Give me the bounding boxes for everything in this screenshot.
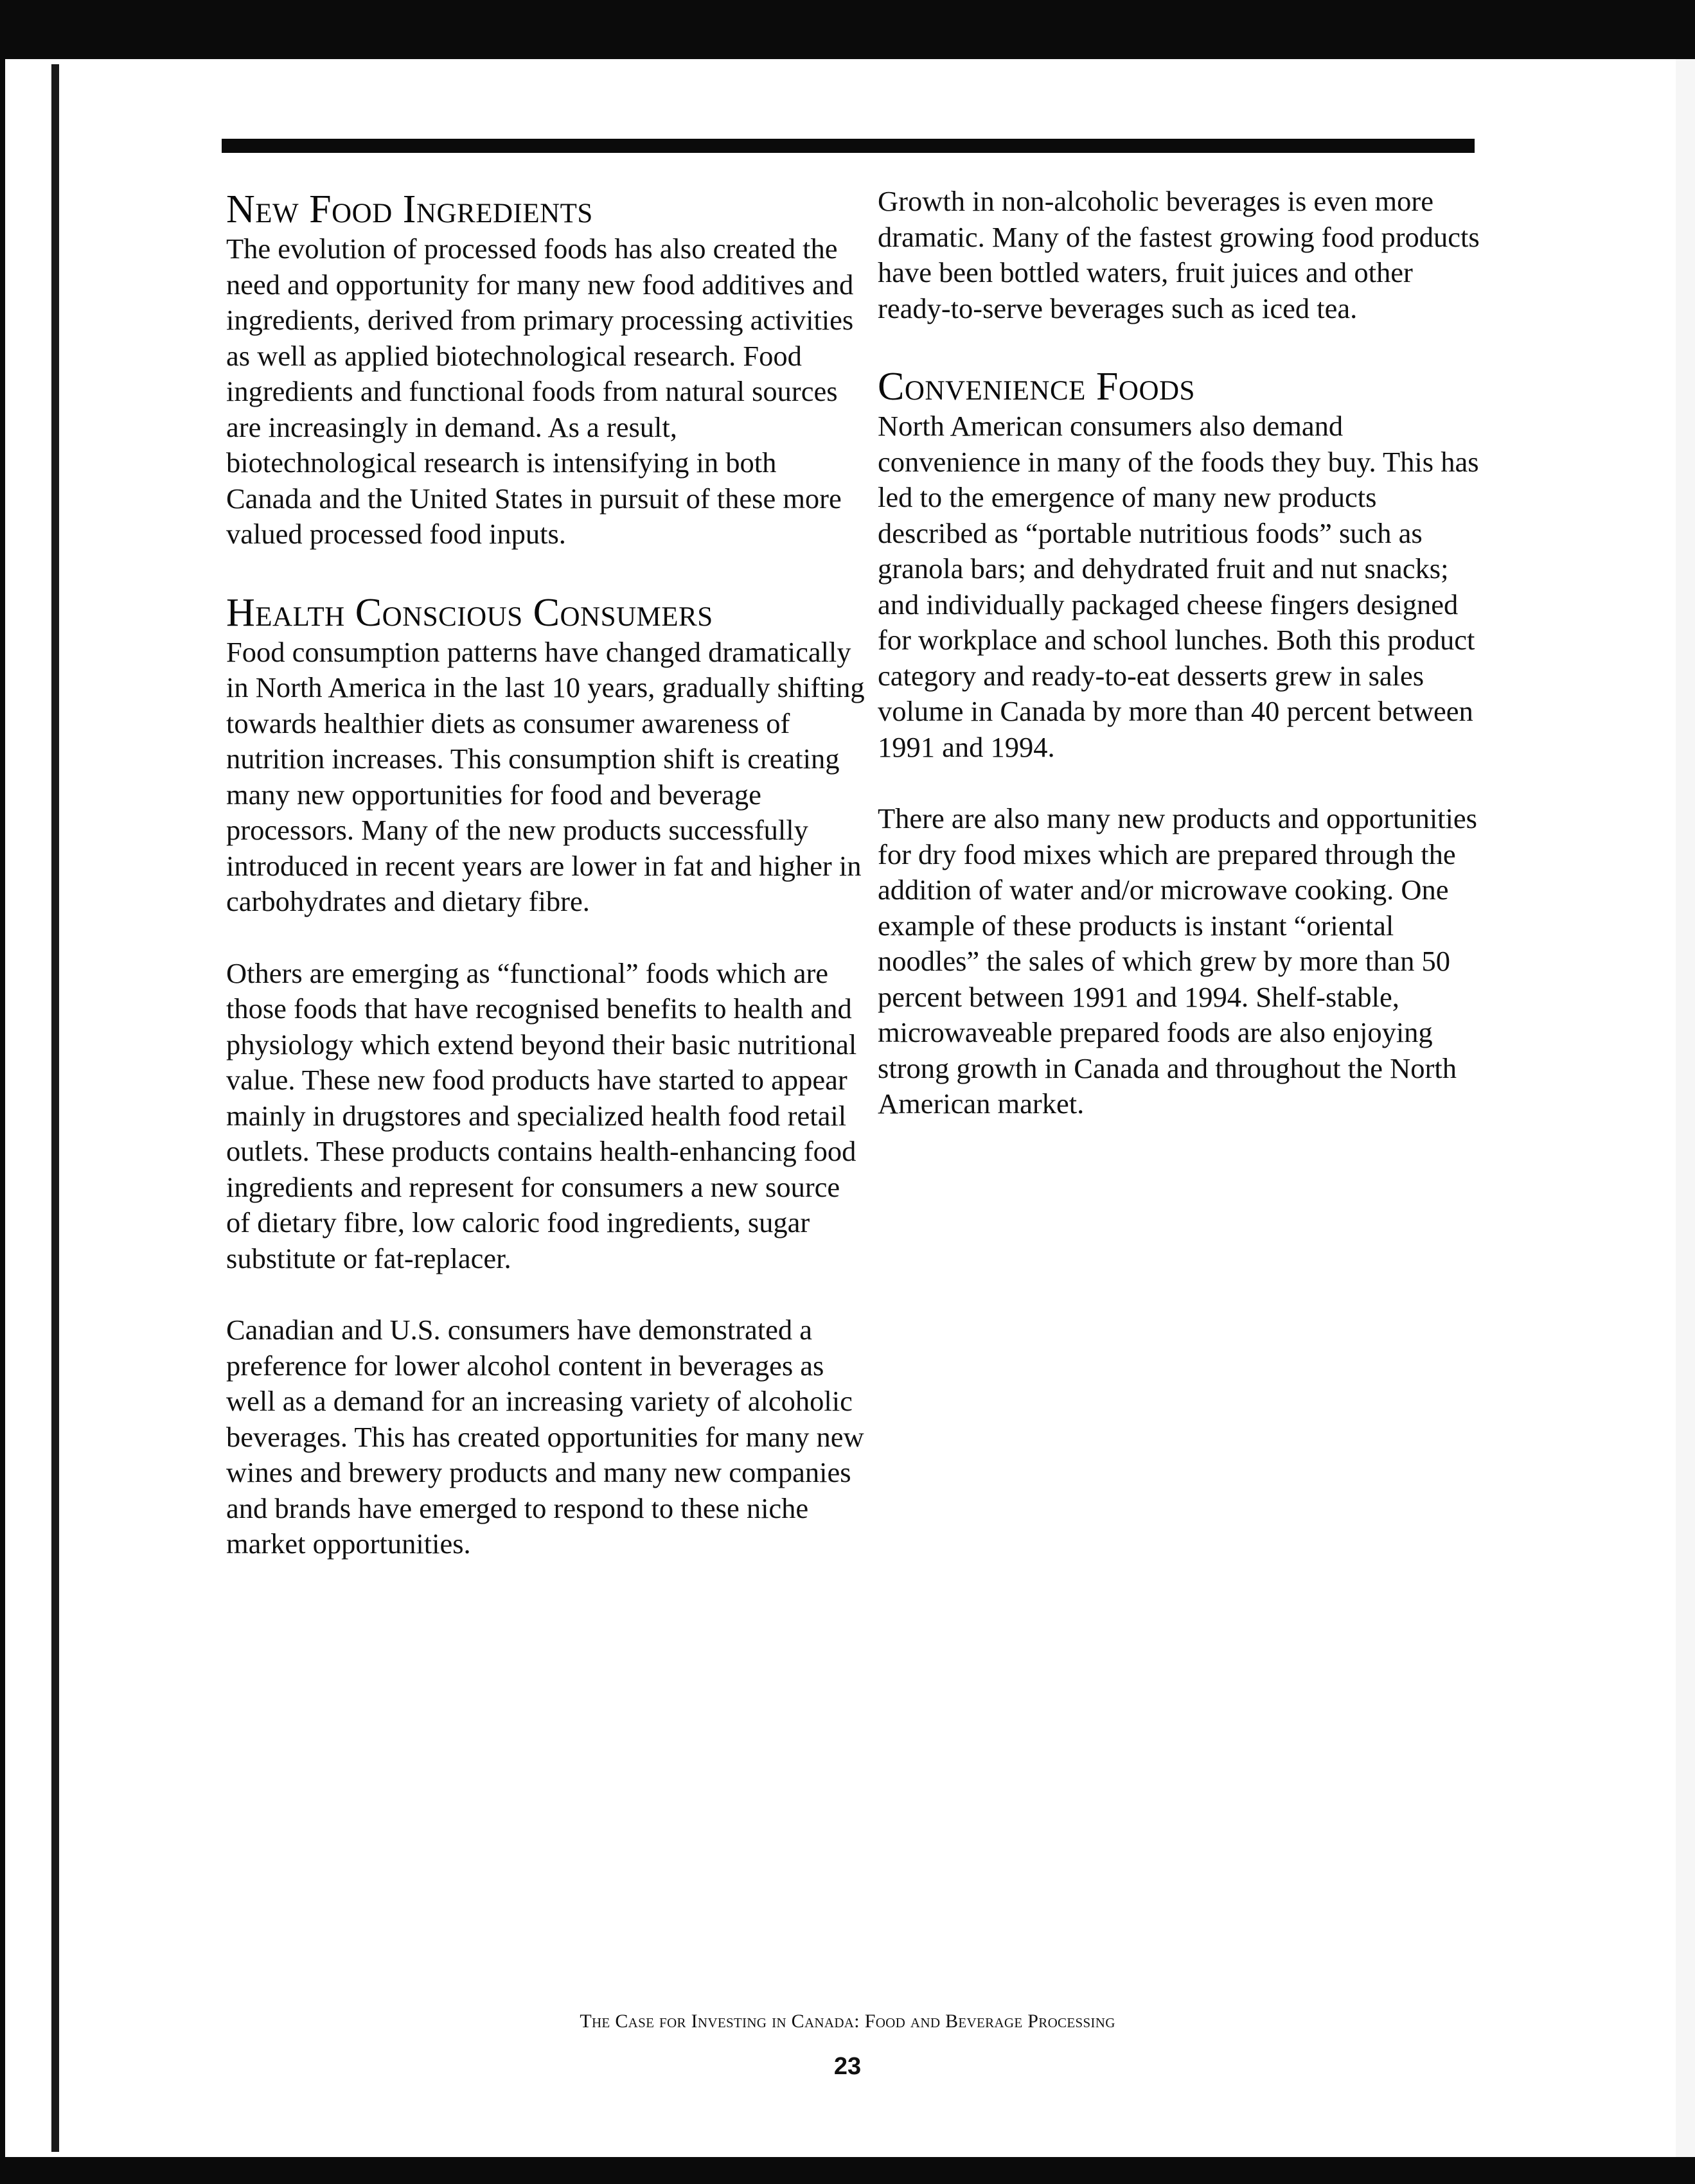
section-heading-health-conscious-consumers: Health Conscious Consumers (226, 590, 713, 635)
page-number: 23 (833, 2053, 862, 2080)
paragraph-functional-foods: Others are emerging as “functional” foods which are those foods that have recognised benefits to health and physiology which extend beyond their basic nutritional value. These new food products have started to appear mainly in drugstores and specialized health food retail outlets. These products contains health-enhancing food ingredients and represent for consumers a new source of dietary fibre, low caloric food ingredients, sugar substitute or fat-replacer. (226, 956, 857, 1274)
right-column (878, 184, 1488, 1122)
paragraph-portable-nutritious-foods: North American consumers also demand convenience in many of the foods they buy. This has led to the emergence of many new products described as “portable nutritious foods” such as granola bars; and dehydrated fruit and nut snacks; and individually packaged cheese fingers designed for workplace and school lunches. Both this product category and ready-to-eat desserts grew in sales volume in Canada by more than 40 percent between 1991 and 1994. (878, 410, 1479, 763)
header-rule (222, 139, 1475, 153)
scan-border-right (1676, 59, 1695, 2157)
paragraph-alcoholic-beverages: Canadian and U.S. consumers have demonstrated a preference for lower alcohol content in beverages as well as a demand for an increasing variety of alcoholic beverages. This has created opportunities for many new wines and brewery products and many new companies and brands have emerged to respond to these niche market opportunities. (226, 1314, 864, 1560)
left-column (226, 182, 869, 1562)
scan-border-bottom (0, 2157, 1695, 2184)
section-heading-new-food-ingredients: New Food Ingredients (226, 188, 593, 231)
paragraph-new-food-ingredients: The evolution of processed foods has also created the need and opportunity for many new food additives and ingredients, derived from primary processing activities as well as applied biotechnological research. Food ingredients and functional foods from natural sources are increasingly in demand. As a result, biotechnological research is intensifying in both Canada and the United States in pursuit of these more valued processed food inputs. (226, 233, 854, 550)
footer-title: The Case for Investing in Canada: Food and Beverage Processing (580, 2011, 1115, 2032)
section-heading-convenience-foods: Convenience Foods (878, 365, 1195, 409)
scan-border-left (0, 59, 58, 2157)
paragraph-dry-food-mixes: There are also many new products and opportunities for dry food mixes which are prepared through the addition of water and/or microwave cooking. One example of these products is instant “oriental noodles” the sales of which grew by more than 50 percent between 1991 and 1994. Shelf-stable, microwaveable prepared foods are also enjoying strong growth in Canada and throughout the North American market. (878, 802, 1477, 1120)
paragraph-consumption-patterns: Food consumption patterns have changed dramatically in North America in the last 10 years, gradually shifting towards healthier diets as consumer awareness of nutrition increases. This consumption shift is creating many new opportunities for food and beverage processors. Many of the new products successfully introduced in recent years are lower in fat and higher in carbohydrates and dietary fibre. (226, 635, 865, 917)
paragraph-non-alcoholic-beverages: Growth in non-alcoholic beverages is even more dramatic. Many of the fastest growing food products have been bottled waters, fruit juices and other ready-to-serve beverages such as iced tea. (878, 185, 1480, 324)
scan-binding-edge (51, 64, 59, 2152)
scan-border-top (0, 0, 1695, 59)
